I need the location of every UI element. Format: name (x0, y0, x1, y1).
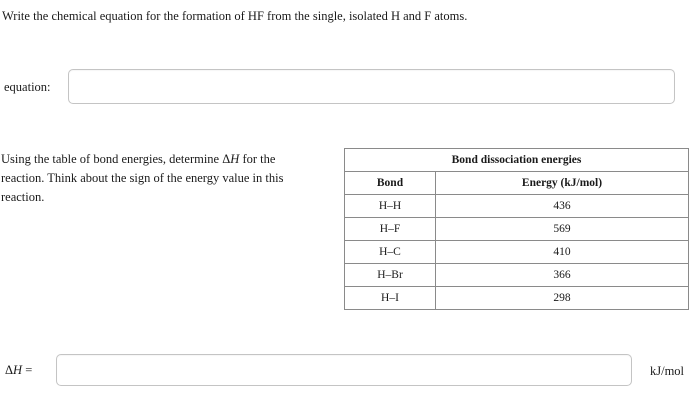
table-row (345, 241, 689, 264)
enthalpy-symbol: H (230, 152, 240, 166)
energy-cell: 298 (436, 287, 689, 310)
bond-cell: H–H (345, 195, 436, 218)
bond-cell: H–I (345, 287, 436, 310)
instructions-text (1, 150, 301, 207)
instructions-part1: Using the table of bond energies, determine Δ (1, 152, 231, 166)
bond-header: Bond (345, 172, 436, 195)
table-header-row (345, 172, 689, 195)
energy-cell: 366 (436, 264, 689, 287)
energy-cell: 569 (436, 218, 689, 241)
energy-header: Energy (kJ/mol) (436, 172, 689, 195)
delta-h-symbol: H (13, 363, 23, 377)
table-row (345, 218, 689, 241)
unit-label: kJ/mol (650, 364, 685, 378)
equation-label: equation: (4, 80, 51, 94)
question-text: Write the chemical equation for the formation of HF from the single, isolated H and F atoms. (2, 9, 468, 23)
bond-energy-table (344, 148, 689, 310)
table-title: Bond dissociation energies (345, 149, 689, 172)
bond-cell: H–F (345, 218, 436, 241)
delta-h-label (5, 363, 32, 378)
table-row (345, 264, 689, 287)
equation-input[interactable] (68, 69, 675, 104)
delta-symbol: Δ (5, 363, 14, 377)
instructions-part2: for the reaction. Think about the sign of the energy value in this reaction. (1, 152, 284, 204)
energy-cell: 410 (436, 241, 689, 264)
bond-cell: H–Br (345, 264, 436, 287)
bond-cell: H–C (345, 241, 436, 264)
table-title-row (345, 149, 689, 172)
table-row (345, 287, 689, 310)
equals-sign: = (22, 363, 33, 377)
energy-cell: 436 (436, 195, 689, 218)
table-row (345, 195, 689, 218)
delta-h-input[interactable] (56, 354, 632, 386)
